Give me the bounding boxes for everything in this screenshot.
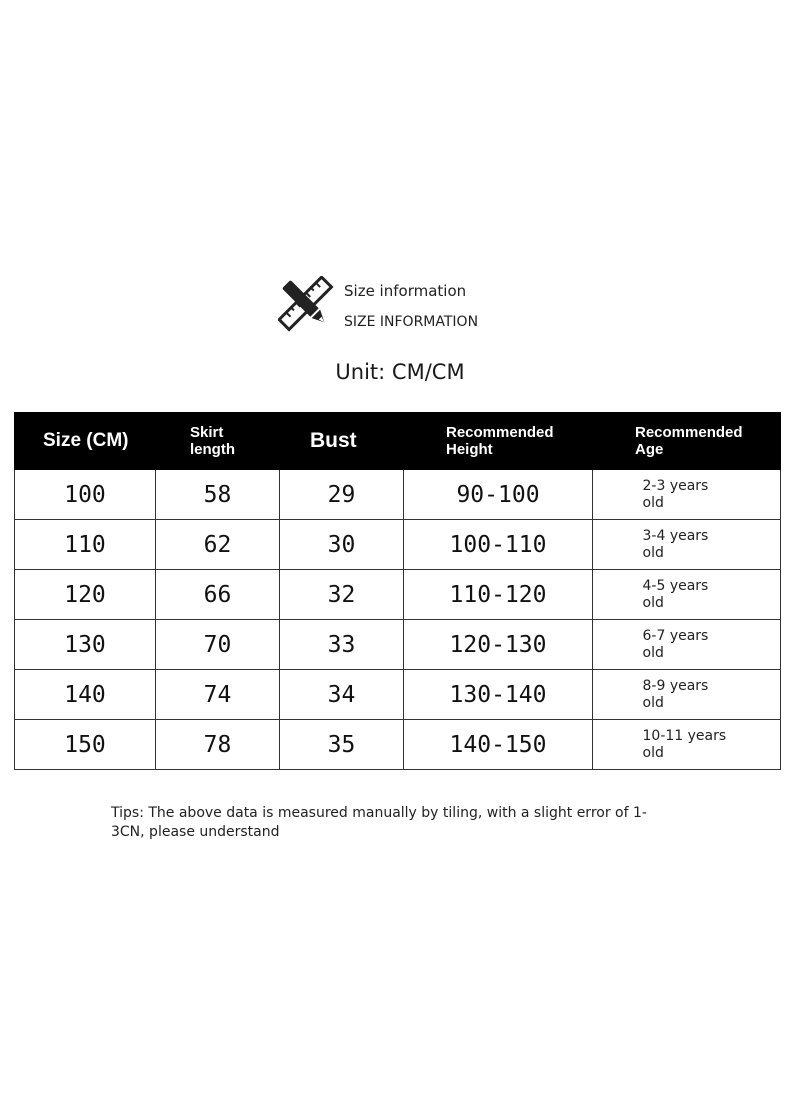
header-title: Size information <box>344 282 467 300</box>
height-cell: 90-100 <box>404 470 593 520</box>
height-cell: 110-120 <box>404 570 593 620</box>
table-header-row <box>15 413 781 470</box>
table-row <box>15 470 781 520</box>
size-cell: 110 <box>15 520 156 570</box>
height-cell: 130-140 <box>404 670 593 720</box>
bust-cell: 35 <box>280 720 404 770</box>
skirt-length-cell: 58 <box>156 470 280 520</box>
age-text: 10-11 years old <box>642 727 727 761</box>
column-header-size: Size (CM) <box>15 413 156 470</box>
size-cell: 130 <box>15 620 156 670</box>
age-text: 3-4 years old <box>642 527 709 561</box>
table-row <box>15 620 781 670</box>
age-cell <box>593 520 781 570</box>
column-header-recommended-height: Recommended Height <box>404 413 593 470</box>
age-cell <box>593 670 781 720</box>
age-cell <box>593 720 781 770</box>
size-table <box>14 412 781 770</box>
table-row <box>15 720 781 770</box>
age-text: 2-3 years old <box>642 477 709 511</box>
column-header-bust: Bust <box>280 413 404 470</box>
age-text: 4-5 years old <box>642 577 709 611</box>
height-cell: 140-150 <box>404 720 593 770</box>
age-text: 6-7 years old <box>642 627 709 661</box>
size-cell: 150 <box>15 720 156 770</box>
height-cell: 120-130 <box>404 620 593 670</box>
column-header-recommended-age: Recommended Age <box>593 413 781 470</box>
size-cell: 120 <box>15 570 156 620</box>
size-info-header <box>278 276 518 336</box>
skirt-length-cell: 74 <box>156 670 280 720</box>
age-cell <box>593 570 781 620</box>
bust-cell: 30 <box>280 520 404 570</box>
table-row <box>15 670 781 720</box>
bust-cell: 29 <box>280 470 404 520</box>
age-cell <box>593 470 781 520</box>
age-text: 8-9 years old <box>642 677 709 711</box>
unit-label: Unit: CM/CM <box>335 360 465 384</box>
age-cell <box>593 620 781 670</box>
table-row <box>15 570 781 620</box>
bust-cell: 33 <box>280 620 404 670</box>
table-row <box>15 520 781 570</box>
skirt-length-cell: 78 <box>156 720 280 770</box>
bust-cell: 32 <box>280 570 404 620</box>
header-title-caps: SIZE INFORMATION <box>344 314 479 330</box>
skirt-length-cell: 62 <box>156 520 280 570</box>
skirt-length-cell: 70 <box>156 620 280 670</box>
column-header-skirt-length: Skirt length <box>156 413 280 470</box>
size-cell: 140 <box>15 670 156 720</box>
tips-note: Tips: The above data is measured manually by tiling, with a slight error of 1-3CN, please understand <box>111 805 647 840</box>
ruler-pencil-icon <box>278 276 334 332</box>
bust-cell: 34 <box>280 670 404 720</box>
size-cell: 100 <box>15 470 156 520</box>
height-cell: 100-110 <box>404 520 593 570</box>
skirt-length-cell: 66 <box>156 570 280 620</box>
